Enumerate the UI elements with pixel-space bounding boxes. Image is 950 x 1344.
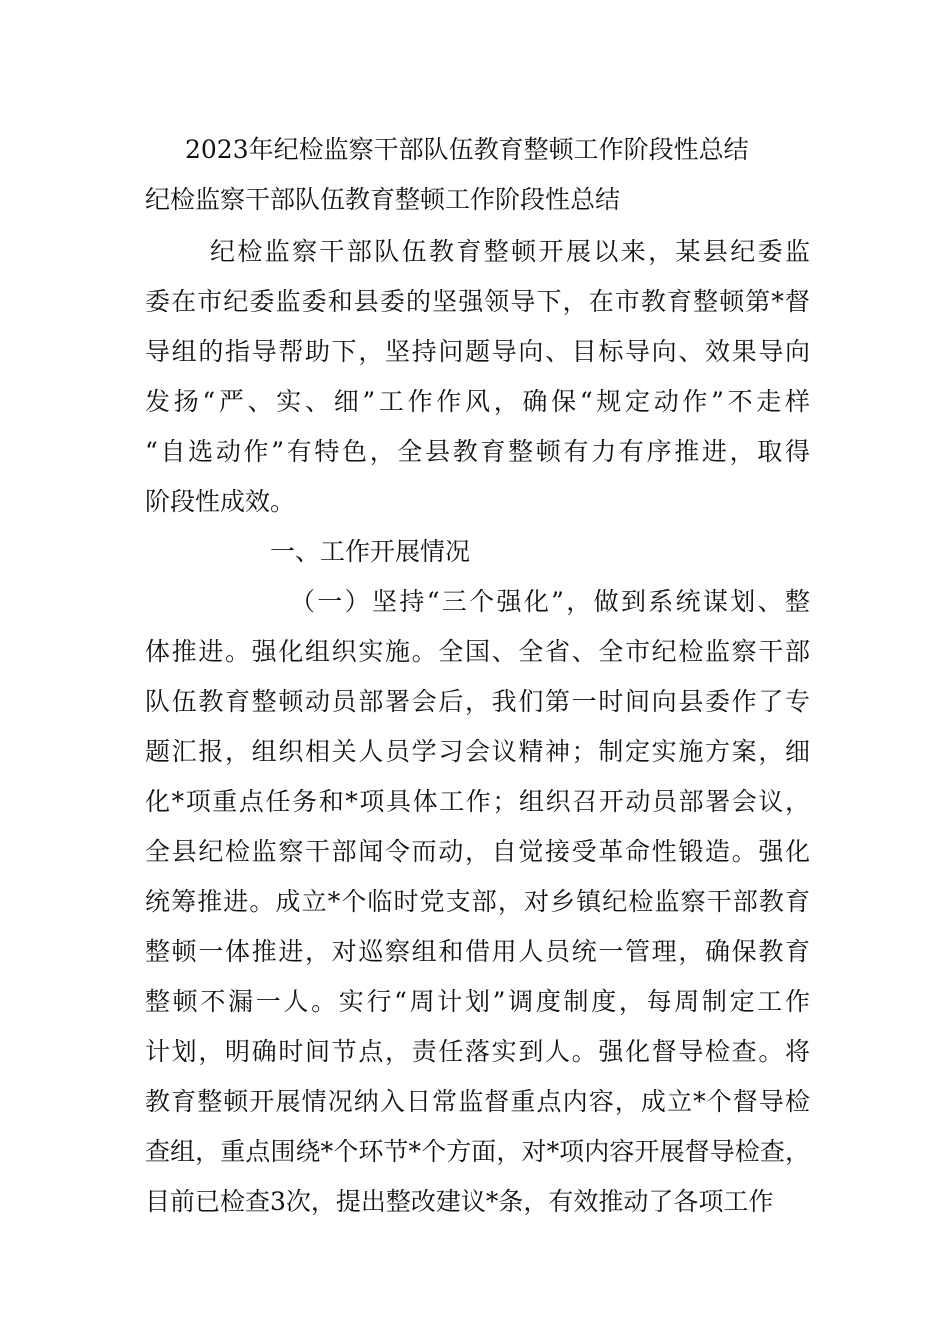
subsection-paragraph-line: 查组，重点围绕*个环节*个方面，对*项内容开展督导检查，	[145, 1137, 810, 1166]
document-subtitle: 纪检监察干部队伍教育整顿工作阶段性总结	[145, 185, 621, 214]
subsection-paragraph-line: 队伍教育整顿动员部署会后，我们第一时间向县委作了专	[145, 687, 810, 716]
section-heading: 一、工作开展情况	[270, 537, 471, 566]
intro-paragraph-line: 发扬“严、实、细”工作作风，确保“规定动作”不走样	[145, 387, 810, 416]
intro-paragraph-line: 导组的指导帮助下，坚持问题导向、目标导向、效果导向	[145, 337, 810, 366]
document-title: 2023年纪检监察干部队伍教育整顿工作阶段性总结	[185, 135, 749, 164]
subsection-paragraph-line: 目前已检查3次，提出整改建议*条，有效推动了各项工作	[145, 1187, 774, 1216]
intro-paragraph-line: 阶段性成效。	[145, 487, 296, 516]
subsection-paragraph-line: 教育整顿开展情况纳入日常监督重点内容，成立*个督导检	[145, 1087, 810, 1116]
subsection-paragraph-line: 计划，明确时间节点，责任落实到人。强化督导检查。将	[145, 1037, 810, 1066]
subsection-paragraph-line: 化*项重点任务和*项具体工作；组织召开动员部署会议，	[145, 787, 810, 816]
intro-paragraph-line: 委在市纪委监委和县委的坚强领导下，在市教育整顿第*督	[145, 287, 810, 316]
subsection-paragraph-line: 整顿不漏一人。实行“周计划”调度制度，每周制定工作	[145, 987, 810, 1016]
subsection-paragraph-line: 全县纪检监察干部闻令而动，自觉接受革命性锻造。强化	[145, 837, 810, 866]
intro-paragraph-line: 纪检监察干部队伍教育整顿开展以来，某县纪委监	[210, 237, 810, 266]
subsection-paragraph-line: （一）坚持“三个强化”，做到系统谋划、整	[290, 587, 810, 616]
subsection-paragraph-line: 统筹推进。成立*个临时党支部，对乡镇纪检监察干部教育	[145, 887, 810, 916]
subsection-paragraph-line: 整顿一体推进，对巡察组和借用人员统一管理，确保教育	[145, 937, 810, 966]
subsection-paragraph-line: 体推进。强化组织实施。全国、全省、全市纪检监察干部	[145, 637, 810, 666]
intro-paragraph-line: “自选动作”有特色，全县教育整顿有力有序推进，取得	[145, 437, 810, 466]
subsection-paragraph-line: 题汇报，组织相关人员学习会议精神；制定实施方案，细	[145, 737, 810, 766]
